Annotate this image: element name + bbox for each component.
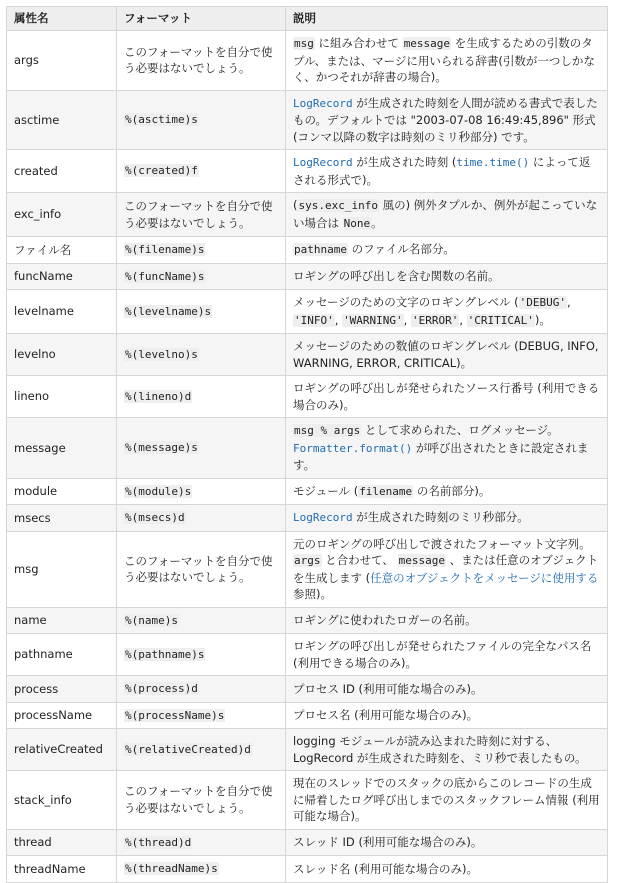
description-text: プロセス ID (利用可能な場合のみ)。 bbox=[293, 681, 483, 696]
format-cell: このフォーマットを自分で使う必要はないでしょう。 bbox=[117, 193, 286, 237]
description-text: )。 bbox=[534, 312, 551, 327]
format-cell bbox=[117, 263, 286, 290]
table-row bbox=[7, 729, 608, 771]
description-cell bbox=[286, 856, 608, 883]
attribute-name-cell: thread bbox=[7, 829, 117, 856]
description-text: モジュール ( bbox=[293, 483, 359, 498]
attribute-name-cell: relativeCreated bbox=[7, 729, 117, 771]
description-cell bbox=[286, 505, 608, 532]
format-code: %(pathname)s bbox=[125, 647, 205, 661]
description-cell bbox=[286, 290, 608, 334]
table-row bbox=[7, 505, 608, 532]
format-code: %(threadName)s bbox=[125, 862, 218, 875]
attribute-name-cell: funcName bbox=[7, 263, 117, 290]
inline-code: 'CRITICAL' bbox=[467, 313, 534, 327]
format-code: %(levelno)s bbox=[125, 347, 198, 361]
attribute-name-cell: asctime bbox=[7, 90, 117, 150]
format-cell bbox=[117, 150, 286, 193]
table-row bbox=[7, 263, 608, 290]
format-cell bbox=[117, 829, 286, 856]
inline-code: message bbox=[398, 554, 445, 567]
description-text: ロギングの呼び出しが発せられたソース行番号 (利用できる場合のみ)。 bbox=[293, 381, 600, 412]
table-row bbox=[7, 193, 608, 237]
header-row bbox=[7, 7, 608, 31]
format-code: %(created)f bbox=[125, 164, 198, 178]
reference-code-link[interactable]: time.time() bbox=[456, 156, 530, 169]
description-text: が生成された時刻を人間が読める書式で表したもの。デフォルトでは "2003-07-08 16:49:45,896" 形式 (コンマ以降の数字は時刻のミリ秒部分) です。 bbox=[293, 95, 598, 144]
format-cell bbox=[117, 376, 286, 418]
description-text: の名前部分)。 bbox=[413, 483, 491, 498]
description-cell bbox=[286, 31, 608, 91]
inline-code: filename bbox=[359, 484, 413, 498]
description-text: 参照)。 bbox=[293, 587, 332, 601]
format-cell bbox=[117, 334, 286, 376]
table-row bbox=[7, 418, 608, 479]
description-text: 風の) 例外タプルか、例外が起こっていない場合は bbox=[293, 198, 598, 230]
format-cell bbox=[117, 607, 286, 634]
table-row bbox=[7, 634, 608, 676]
table-row bbox=[7, 478, 608, 505]
table-row bbox=[7, 31, 608, 91]
description-text: , bbox=[403, 312, 411, 327]
format-cell bbox=[117, 237, 286, 264]
description-text: 元のロギングの呼び出しで渡されたフォーマット文字列。 bbox=[293, 536, 591, 551]
format-code: %(relativeCreated)d bbox=[125, 742, 251, 756]
reference-code-link[interactable]: Formatter.format() bbox=[293, 441, 413, 455]
format-cell bbox=[117, 478, 286, 505]
inline-code: message bbox=[403, 37, 451, 50]
attribute-name-cell: lineno bbox=[7, 376, 117, 418]
format-cell: このフォーマットを自分で使う必要はないでしょう。 bbox=[117, 31, 286, 91]
attribute-name-cell: ファイル名 bbox=[7, 237, 117, 264]
description-cell bbox=[286, 729, 608, 771]
attribute-name-cell: created bbox=[7, 150, 117, 193]
format-code: %(levelname)s bbox=[125, 304, 212, 318]
table-row bbox=[7, 829, 608, 856]
header-format: フォーマット bbox=[117, 7, 286, 31]
description-cell bbox=[286, 771, 608, 830]
description-cell bbox=[286, 531, 608, 607]
table-row bbox=[7, 676, 608, 703]
attribute-name-cell: pathname bbox=[7, 634, 117, 676]
inline-code: 'INFO' bbox=[294, 313, 334, 327]
description-text: のファイル名部分。 bbox=[347, 242, 455, 256]
table-row bbox=[7, 702, 608, 729]
inline-code: 'DEBUG' bbox=[519, 296, 566, 309]
attribute-name-cell: levelno bbox=[7, 334, 117, 376]
format-cell bbox=[117, 505, 286, 532]
description-text: ロギングの呼び出しを含む関数の名前。 bbox=[293, 269, 500, 283]
description-cell bbox=[286, 90, 608, 150]
description-cell bbox=[286, 150, 608, 193]
format-code: %(lineno)d bbox=[125, 389, 192, 403]
format-code: %(processName)s bbox=[125, 708, 225, 722]
format-cell bbox=[117, 676, 286, 703]
description-text: を生成するための引数のタプル、または、マージに用いられる辞書(引数が一つしかなく、かつそれが辞書の場合)。 bbox=[293, 36, 595, 84]
description-text: 。 bbox=[371, 215, 383, 230]
logrecord-attributes-table bbox=[6, 6, 608, 883]
table-row bbox=[7, 334, 608, 376]
description-text: プロセス名 (利用可能な場合のみ)。 bbox=[293, 708, 479, 722]
description-text: ロギングに使われたロガーの名前。 bbox=[293, 613, 477, 627]
attribute-name-cell: msecs bbox=[7, 505, 117, 532]
format-code: %(name)s bbox=[125, 613, 178, 627]
description-cell bbox=[286, 634, 608, 676]
description-text: logging モジュールが読み込まれた時刻に対する、LogRecord が生成された時刻を、ミリ秒で表したもの。 bbox=[293, 734, 587, 765]
logrecord-attributes-table-wrapper bbox=[6, 6, 607, 883]
table-row bbox=[7, 90, 608, 150]
attribute-name-cell: msg bbox=[7, 531, 117, 607]
description-cell bbox=[286, 193, 608, 237]
description-text: 現在のスレッドでのスタックの底からこのレコードの生成に帰着したログ呼び出しまでのスタックフレーム情報 (利用可能な場合)。 bbox=[293, 776, 600, 823]
attribute-name-cell: exc_info bbox=[7, 193, 117, 237]
description-cell bbox=[286, 334, 608, 376]
description-cell bbox=[286, 607, 608, 634]
description-cell bbox=[286, 829, 608, 856]
inline-code: msg bbox=[294, 37, 314, 50]
description-text: メッセージのための文字のロギングレベル ( bbox=[293, 295, 519, 309]
table-row bbox=[7, 771, 608, 830]
inline-code: sys.exc_info bbox=[298, 199, 378, 212]
reference-code-link[interactable]: LogRecord bbox=[293, 96, 353, 110]
attribute-name-cell: levelname bbox=[7, 290, 117, 334]
header-attribute-name: 属性名 bbox=[7, 7, 117, 31]
format-code: %(msecs)d bbox=[125, 511, 185, 524]
format-code: %(message)s bbox=[125, 441, 198, 454]
table-header bbox=[7, 7, 608, 31]
format-cell bbox=[117, 856, 286, 883]
format-cell: このフォーマットを自分で使う必要はないでしょう。 bbox=[117, 771, 286, 830]
inline-code: 'ERROR' bbox=[411, 313, 459, 327]
description-text: , bbox=[334, 312, 343, 327]
description-cell bbox=[286, 418, 608, 479]
table-row bbox=[7, 150, 608, 193]
table-row bbox=[7, 376, 608, 418]
attribute-name-cell: threadName bbox=[7, 856, 117, 883]
description-text: が生成された時刻 ( bbox=[352, 155, 457, 169]
description-text: として求められた、ログメッセージ。 bbox=[361, 423, 559, 437]
format-cell bbox=[117, 418, 286, 479]
attribute-name-cell: name bbox=[7, 607, 117, 634]
table-row bbox=[7, 531, 608, 607]
description-text: , bbox=[566, 295, 571, 309]
header-description: 説明 bbox=[286, 7, 608, 31]
attribute-name-cell: stack_info bbox=[7, 771, 117, 830]
inline-code: msg % args bbox=[294, 424, 361, 437]
description-text: が呼び出されたときに設定されます。 bbox=[293, 440, 589, 472]
format-code: %(asctime)s bbox=[125, 113, 198, 126]
description-text: と合わせて、 bbox=[321, 553, 398, 567]
description-text: メッセージのための数値のロギングレベル (DEBUG, INFO, WARNING, ERROR, CRITICAL)。 bbox=[293, 339, 599, 370]
description-cell bbox=[286, 376, 608, 418]
description-text: によって返される形式で)。 bbox=[293, 155, 591, 187]
attribute-name-cell: process bbox=[7, 676, 117, 703]
inline-code: 'WARNING' bbox=[343, 313, 403, 327]
attribute-name-cell: args bbox=[7, 31, 117, 91]
inline-code: pathname bbox=[294, 243, 347, 256]
format-code: %(process)d bbox=[125, 682, 198, 695]
format-cell bbox=[117, 729, 286, 771]
description-text: に組み合わせて bbox=[314, 36, 403, 50]
description-cell bbox=[286, 702, 608, 729]
table-row bbox=[7, 290, 608, 334]
description-text: ロギングの呼び出しが発せられたファイルの完全なパス名 (利用できる場合のみ)。 bbox=[293, 639, 592, 670]
format-code: %(filename)s bbox=[125, 243, 205, 256]
format-cell: このフォーマットを自分で使う必要はないでしょう。 bbox=[117, 531, 286, 607]
inline-code: None bbox=[343, 216, 371, 230]
attribute-name-cell: message bbox=[7, 418, 117, 479]
description-text: ( bbox=[293, 198, 298, 212]
description-text: 、または任意のオブジェクトを生成します ( bbox=[293, 553, 599, 585]
format-cell bbox=[117, 290, 286, 334]
format-code: %(module)s bbox=[125, 484, 192, 498]
reference-code-link[interactable]: LogRecord bbox=[293, 156, 353, 169]
description-cell bbox=[286, 263, 608, 290]
format-cell bbox=[117, 90, 286, 150]
attribute-name-cell: module bbox=[7, 478, 117, 505]
description-cell bbox=[286, 676, 608, 703]
attribute-name-cell: processName bbox=[7, 702, 117, 729]
table-row bbox=[7, 237, 608, 264]
reference-link[interactable]: 任意のオブジェクトをメッセージに使用する bbox=[370, 570, 599, 585]
description-text: , bbox=[459, 312, 467, 327]
description-cell bbox=[286, 237, 608, 264]
description-text: スレッド名 (利用可能な場合のみ)。 bbox=[293, 861, 479, 876]
table-body bbox=[7, 31, 608, 883]
format-code: %(thread)d bbox=[125, 835, 192, 849]
inline-code: args bbox=[294, 554, 321, 567]
table-row bbox=[7, 607, 608, 634]
description-text: スレッド ID (利用可能な場合のみ)。 bbox=[293, 835, 483, 849]
description-cell bbox=[286, 478, 608, 505]
description-text: が生成された時刻のミリ秒部分。 bbox=[352, 510, 529, 524]
format-code: %(funcName)s bbox=[125, 269, 205, 283]
table-row bbox=[7, 856, 608, 883]
reference-code-link[interactable]: LogRecord bbox=[293, 511, 353, 524]
format-cell bbox=[117, 634, 286, 676]
format-cell bbox=[117, 702, 286, 729]
